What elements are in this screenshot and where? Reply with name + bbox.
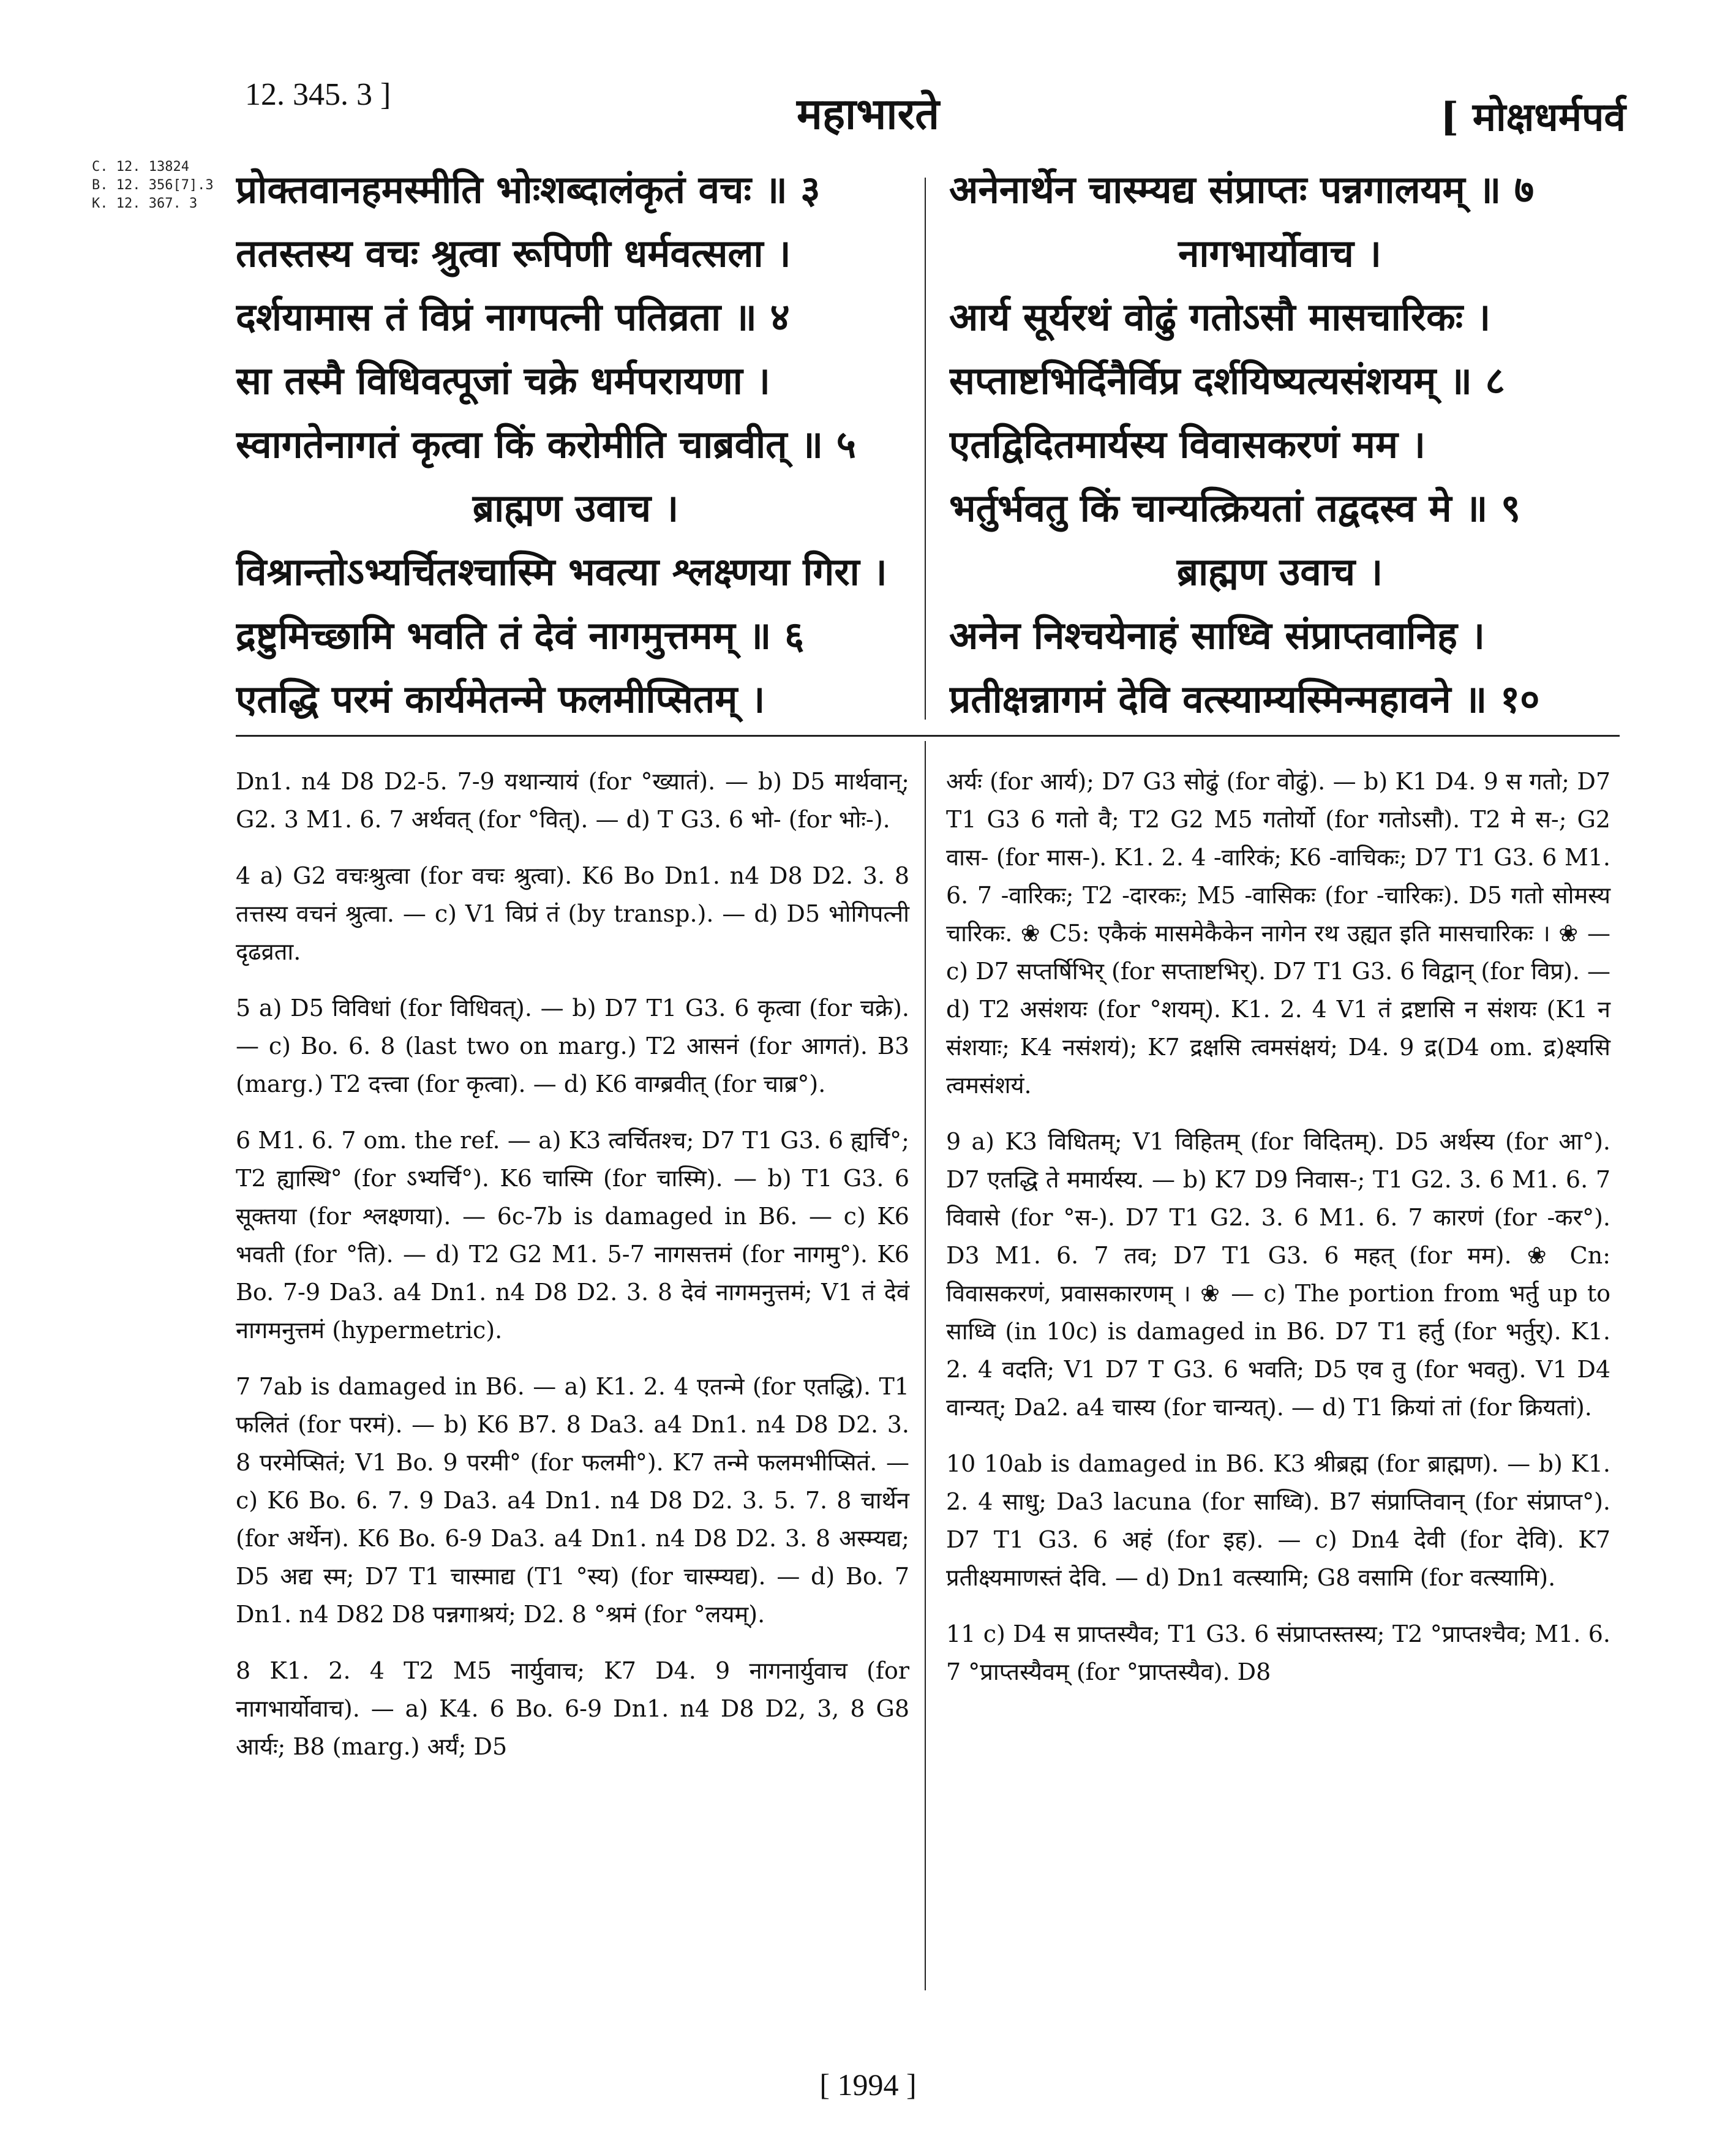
- critical-note: 6 M1. 6. 7 om. the ref. — a) K3 त्वर्चितश्च; D7 T1 G3. 6 ह्यर्चि°; T2 ह्यास्थि° (for ऽभ्यर्चि°). K6 चास्मि (for चास्मि). — b) T1 G3. 6 सूक्तया (for श्लक्ष्णया). — 6c-7b is damaged in B6. — c) K6 भवती (for °ति). — d) T2 G2 M1. 5-7 नागसत्तमं (for नागमु°). K6 Bo. 7-9 Da3. a4 Dn1. n4 D8 D2. 3. 8 देवं नागमनुत्तमं; V1 तं देवं नागमनुत्तमं (hypermetric).: [236, 1127, 909, 1344]
- speaker-heading: ब्राह्मण उवाच ।: [472, 486, 679, 530]
- critical-note: 11 c) D4 स प्राप्तस्यैव; T1 G3. 6 संप्राप्तस्तस्य; T2 °प्राप्तश्चैव; M1. 6. 7 °प्राप्तस्यैवम् (for °प्राप्तस्यैव). D8: [946, 1620, 1610, 1685]
- critical-note: 10 10ab is damaged in B6. K3 श्रीब्रह्म (for ब्राह्मण). — b) K1. 2. 4 साधु; Da3 lacuna (for साध्वि). B7 संप्राप्तिवान् (for संप्राप्त°). D7 T1 G3. 6 अहं (for इह). — c) Dn4 देवी (for देवि). K7 प्रतीक्ष्यमाणस्तं देवि. — d) Dn1 वत्स्यामि; G8 वसामि (for वत्स्यामि).: [946, 1450, 1610, 1591]
- critical-note: Dn1. n4 D8 D2-5. 7-9 यथान्यायं (for °ख्यातं). — b) D5 मार्थवान्; G2. 3 M1. 6. 7 अर्थवत् (for °वित्). — d) T G3. 6 भो- (for भोः-).: [236, 768, 909, 833]
- verse-line: सा तस्मै विधिवत्पूजां चक्रे धर्मपरायणा ।: [236, 358, 770, 403]
- verse-line: सप्ताष्टभिर्दिनैर्विप्र दर्शयिष्यत्यसंशयम् ॥ ८: [949, 358, 1505, 403]
- header-reference: 12. 345. 3 ]: [245, 77, 391, 112]
- verse-line: प्रोक्तवानहमस्मीति भोःशब्दालंकृतं वचः ॥ ३: [236, 167, 821, 212]
- verse-line: स्वागतेनागतं कृत्वा किं करोमीति चाब्रवीत् ॥ ५: [236, 422, 857, 467]
- notes-column-left: [236, 762, 909, 1784]
- verse-line: अनेन निश्चयेनाहं साध्वि संप्राप्तवानिह ।: [949, 613, 1485, 658]
- speaker-heading: ब्राह्मण उवाच ।: [1176, 549, 1383, 594]
- verse-line: आर्य सूर्यरथं वोढुं गतोऽसौ मासचारिकः ।: [949, 295, 1491, 339]
- verse-line: दर्शयामास तं विप्रं नागपत्नी पतिव्रता ॥ ४: [236, 295, 790, 339]
- critical-note: अर्यः (for आर्य); D7 G3 सोढुं (for वोढुं). — b) K1 D4. 9 स गतो; D7 T1 G3 6 गतो वै; T2 G2 M5 गतोर्यो (for गतोऽसौ). T2 मे स-; G2 वास- (for मास-). K1. 2. 4 -वारिकं; K6 -वाचिकः; D7 T1 G3. 6 M1. 6. 7 -वारिकः; T2 -दारकः; M5 -वासिकः (for -चारिकः). D5 गतो सोमस्य चारिकः. ❀ C5: एकैकं मासमेकैकेन नागेन रथ उह्यत इति मासचारिकः । ❀ — c) D7 सप्तर्षिभिर् (for सप्ताष्टभिर्). D7 T1 G3. 6 विद्वान् (for विप्र). — d) T2 असंशयः (for °शयम्). K1. 2. 4 V1 तं द्रष्टासि न संशयः (K1 न संशयाः; K4 नसंशयं); K7 द्रक्षसि त्वमसंक्षयं; D4. 9 द्र(D4 om. द्र)क्ष्यसि त्वमसंशयं.: [946, 768, 1610, 1099]
- verse-line: प्रतीक्षन्नागमं देवि वत्स्याम्यस्मिन्महावने ॥ १०: [949, 677, 1540, 721]
- critical-note: 5 a) D5 विविधां (for विधिवत्). — b) D7 T1 G3. 6 कृत्वा (for चक्रे). — c) Bo. 6. 8 (last two on marg.) T2 आसनं (for आगतं). B3 (marg.) T2 दत्त्वा (for कृत्वा). — d) K6 वाग्ब्रवीत् (for चाब्र°).: [236, 995, 909, 1097]
- section-divider: [236, 735, 1620, 737]
- verse-line: अनेनार्थेन चास्म्यद्य संप्राप्तः पन्नगालयम् ॥ ७: [949, 167, 1535, 212]
- critical-note: 8 K1. 2. 4 T2 M5 नार्युवाच; K7 D4. 9 नागनार्युवाच (for नागभार्योवाच). — a) K4. 6 Bo. 6-9 Dn1. n4 D8 D2, 3, 8 G8 आर्यः; B8 (marg.) अर्यं; D5: [236, 1657, 909, 1760]
- verse-line: एतद्धि परमं कार्यमेतन्मे फलमीप्सितम् ।: [236, 677, 765, 721]
- verse-line: भर्तुर्भवतु किं चान्यत्क्रियतां तद्वदस्व मे ॥ ९: [949, 486, 1521, 530]
- critical-note: 9 a) K3 विधितम्; V1 विहितम् (for विदितम्). D5 अर्थस्य (for आ°). D7 एतद्धि ते ममार्यस्य. — b) K7 D9 निवास-; T1 G2. 3. 6 M1. 6. 7 विवासे (for °स-). D7 T1 G2. 3. 6 M1. 6. 7 कारणं (for -कर°). D3 M1. 6. 7 तव; D7 T1 G3. 6 महत् (for मम). ❀ Cn: विवासकरणं, प्रवासकारणम् । ❀ — c) The portion from भर्तु up to साध्वि (in 10c) is damaged in B6. D7 T1 हर्तु (for भर्तुर्). K1. 2. 4 वदति; V1 D7 T G3. 6 भवति; D5 एव तु (for भवतु). V1 D4 वान्यत्; Da2. a4 चास्य (for चान्यत्). — d) T1 क्रियां तां (for क्रियतां).: [946, 1128, 1610, 1421]
- verse-column-left: [236, 158, 915, 731]
- header-title: महाभारते: [796, 88, 940, 139]
- header-parva: [ मोक्षधर्मपर्व: [1440, 94, 1626, 140]
- concordance: [92, 158, 214, 213]
- verse-line: द्रष्टुमिच्छामि भवति तं देवं नागमुत्तमम् ॥ ६: [236, 613, 805, 658]
- verse-line: विश्रान्तोऽभ्यर्चितश्चास्मि भवत्या श्लक्ष्णया गिरा ।: [236, 549, 887, 594]
- page-number: [ 1994 ]: [819, 2068, 917, 2102]
- speaker-heading: नागभार्योवाच ।: [1178, 231, 1382, 276]
- concordance-line: K. 12. 367. 3: [92, 196, 198, 211]
- notes-column-right: [946, 762, 1610, 1709]
- column-divider: [925, 178, 926, 720]
- verse-line: ततस्तस्य वचः श्रुत्वा रूपिणी धर्मवत्सला ।: [236, 231, 791, 276]
- notes-column-divider: [925, 741, 926, 1990]
- critical-note: 4 a) G2 वचःश्रुत्वा (for वचः श्रुत्वा). K6 Bo Dn1. n4 D8 D2. 3. 8 तत्तस्य वचनं श्रुत्वा. — c) V1 विप्रं तं (by transp.). — d) D5 भोगिपत्नी दृढव्रता.: [236, 862, 909, 965]
- verse-column-right: [949, 158, 1610, 731]
- concordance-line: C. 12. 13824: [92, 159, 189, 175]
- concordance-line: B. 12. 356[7].3: [92, 178, 214, 193]
- verse-line: एतद्विदितमार्यस्य विवासकरणं मम ।: [949, 422, 1426, 467]
- critical-note: 7 7ab is damaged in B6. — a) K1. 2. 4 एतन्मे (for एतद्धि). T1 फलितं (for परमं). — b) K6 B7. 8 Da3. a4 Dn1. n4 D8 D2. 3. 8 परमेप्सितं; V1 Bo. 9 परमी° (for फलमी°). K7 तन्मे फलमभीप्सितं. — c) K6 Bo. 6. 7. 9 Da3. a4 Dn1. n4 D8 D2. 3. 5. 7. 8 चार्थेन (for अर्थेन). K6 Bo. 6-9 Da3. a4 Dn1. n4 D8 D2. 3. 8 अस्म्यद्य; D5 अद्य स्म; D7 T1 चास्माद्य (T1 °स्य) (for चास्म्यद्य). — d) Bo. 7 Dn1. n4 D82 D8 पन्नगाश्रयं; D2. 8 °श्रमं (for °लयम्).: [236, 1373, 909, 1628]
